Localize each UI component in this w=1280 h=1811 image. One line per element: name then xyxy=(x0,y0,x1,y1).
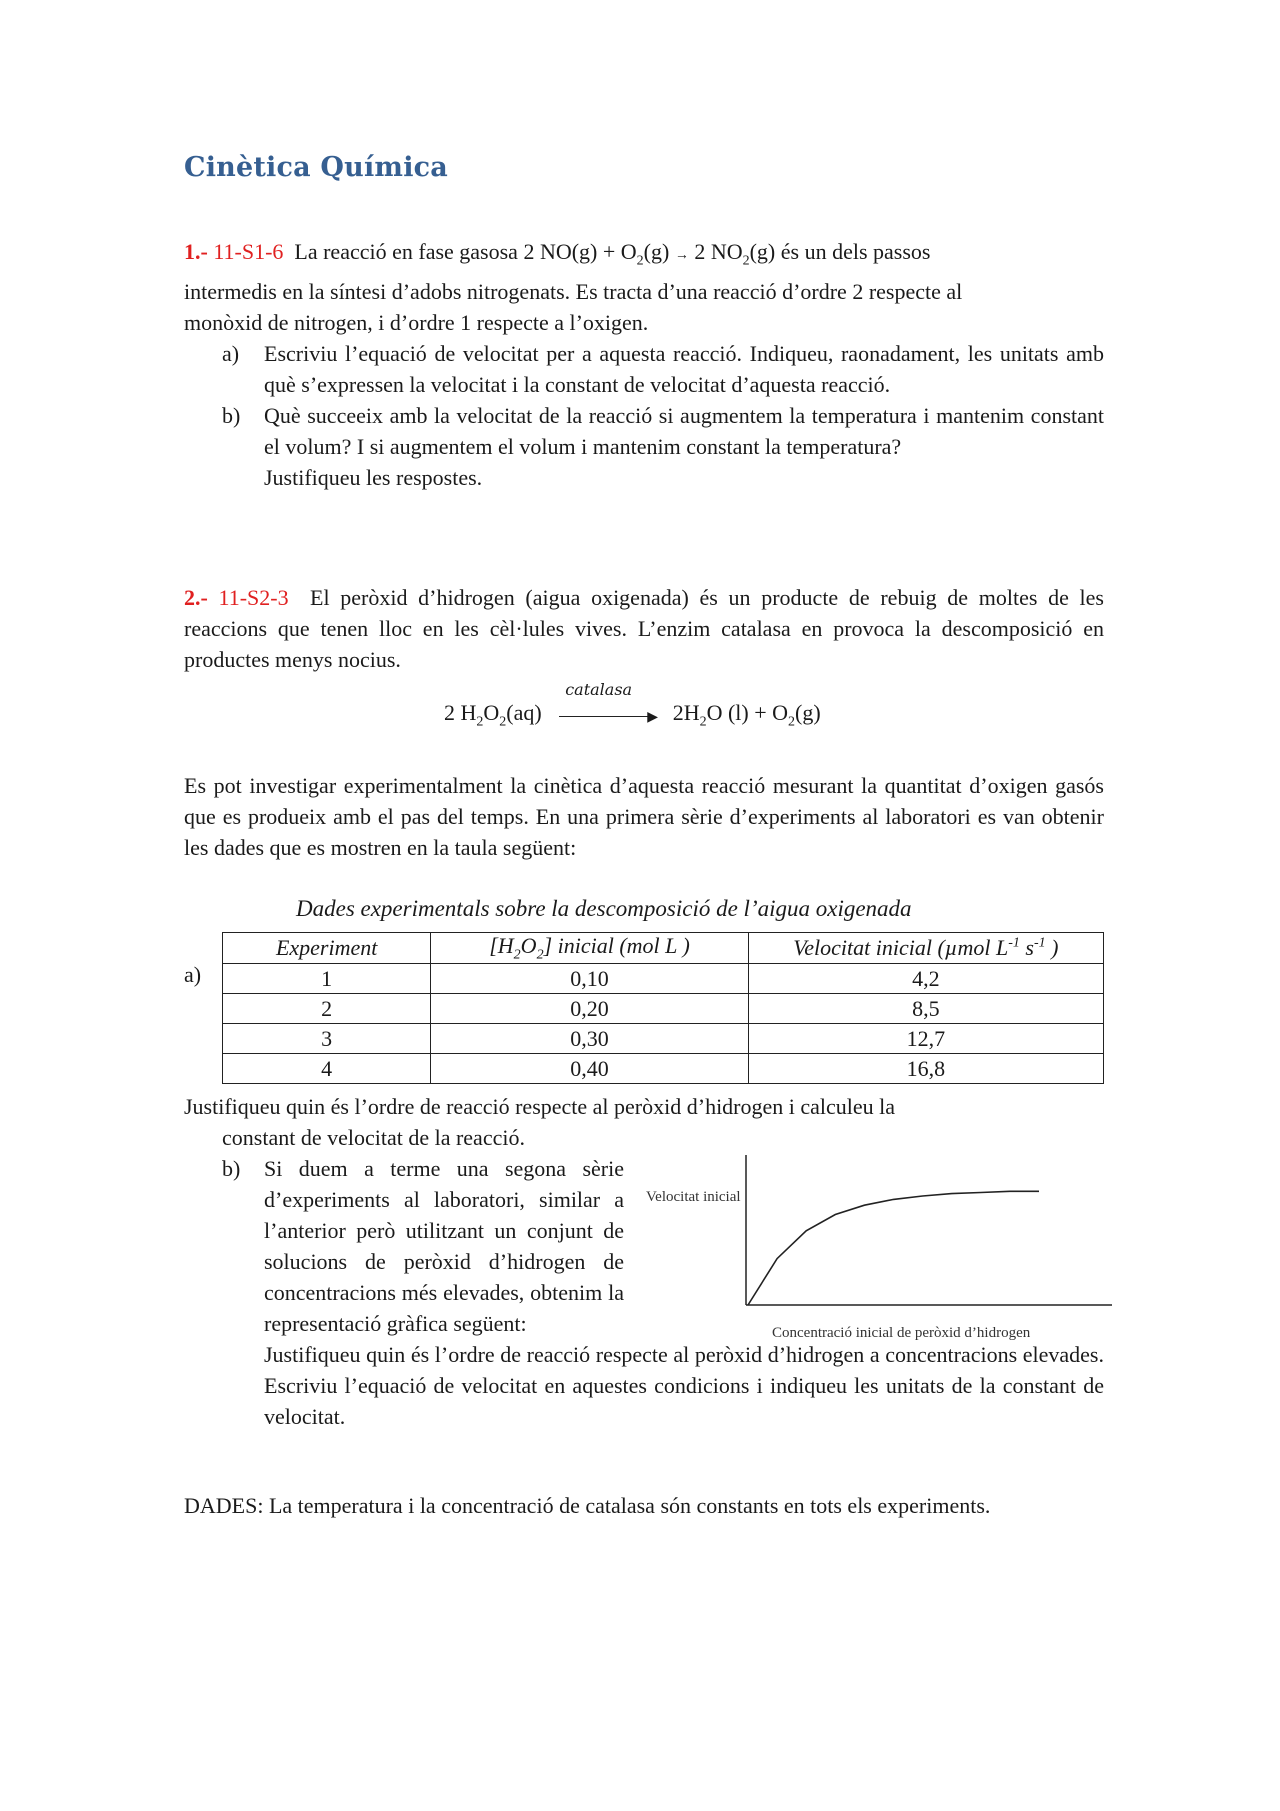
cell: 8,5 xyxy=(748,994,1103,1024)
item-label: b) xyxy=(222,1156,241,1181)
eq-text: 2 H xyxy=(444,700,477,726)
sub: 2 xyxy=(788,714,796,730)
q1-text-d: (g) és un dels passos xyxy=(749,239,931,264)
reaction-arrow-icon xyxy=(555,680,659,730)
series-line xyxy=(748,1191,1039,1305)
q2-number: 2.- xyxy=(184,585,208,610)
q2-a-line2: constant de velocitat de la reacció. xyxy=(222,1125,525,1150)
eq-text: O (l) + O xyxy=(706,700,789,726)
h: ] inicial (mol L ) xyxy=(543,933,690,958)
h: [H xyxy=(489,933,514,958)
cell: 0,30 xyxy=(431,1024,748,1054)
eq-text: 2H xyxy=(672,700,700,726)
q2-paragraph xyxy=(184,770,1104,863)
sub: 2 xyxy=(742,253,750,269)
sub: 2 xyxy=(699,714,707,730)
h: ) xyxy=(1045,935,1059,961)
q2-b-text: Si duem a terme una segona sèrie d’experiments al laboratori, similar a l’anterior però utilitzant un conjunt de solucions de peròxid d’hidrogen de concentracions més elevades, obtenim la representació gràfica següent: xyxy=(264,1156,624,1336)
sub: 2 xyxy=(476,714,484,730)
eq-text: (g) xyxy=(795,700,821,726)
sup: -1 xyxy=(1033,935,1046,951)
eq-text: O xyxy=(483,700,500,726)
col-header-experiment: Experiment xyxy=(223,933,431,964)
data-note xyxy=(184,1490,1104,1521)
q1-text-b: (g) xyxy=(643,239,670,264)
q1-line2: intermedis en la síntesi d’adobs nitrogenats. Es tracta d’una reacció d’ordre 2 respecte al xyxy=(184,279,963,305)
question-1 xyxy=(184,236,1104,493)
chart-ylabel: Velocitat inicial xyxy=(646,1189,741,1205)
sup: -1 xyxy=(1008,935,1020,951)
cell: 3 xyxy=(223,1024,431,1054)
table-row xyxy=(223,1024,1104,1054)
q1-line1 xyxy=(184,236,1104,276)
page-title: Cinètica Química xyxy=(184,152,448,183)
cell: 4 xyxy=(223,1054,431,1084)
dades-text: DADES: La temperatura i la concentració de catalasa són constants en tots els experiments. xyxy=(184,1493,991,1518)
arrow-icon: → xyxy=(674,248,689,263)
eq-text: (aq) xyxy=(506,700,542,726)
cell: 12,7 xyxy=(748,1024,1103,1054)
q1-b-text2: Justifiqueu les respostes. xyxy=(264,465,483,491)
cell: 2 xyxy=(223,994,431,1024)
chart-xlabel: Concentració inicial de peròxid d’hidrogen xyxy=(772,1325,1031,1341)
table-header-row xyxy=(223,933,1104,964)
sub: 2 xyxy=(636,253,644,269)
q2-para-text: Es pot investigar experimentalment la cinètica d’aquesta reacció mesurant la quantitat d’oxigen gasós que es produeix amb el pas del temps. En una primera sèrie d’experiments al laboratori es van obtenir les dades que es mostren en la taula següent: xyxy=(184,773,1104,860)
h: O xyxy=(520,933,537,958)
cell: 0,10 xyxy=(431,964,748,994)
question-2 xyxy=(184,582,1104,675)
q1-code: 11-S1-6 xyxy=(213,239,284,264)
q1-a-text: Escriviu l’equació de velocitat per a aquesta reacció. Indiqueu, raonadament, les unitats amb què s’expressen la velocitat i la constant de velocitat d’aquesta reacció. xyxy=(264,341,1104,398)
table-row xyxy=(223,964,1104,994)
cell: 1 xyxy=(223,964,431,994)
q1-item-a xyxy=(184,338,1104,400)
col-header-concentration xyxy=(431,933,748,964)
table-row xyxy=(223,994,1104,1024)
q2-intro-text: El peròxid d’hidrogen (aigua oxigenada) és un producte de rebuig de moltes de les reaccions que tenen lloc en les cèl·lules vives. L’enzim catalasa en provoca la descomposició en productes menys nocius. xyxy=(184,585,1104,672)
q1-b-text: Què succeeix amb la velocitat de la reacció si augmentem la temperatura i mantenim constant el volum? I si augmentem el volum i mantenim constant la temperatura? xyxy=(264,403,1104,460)
q1-item-b xyxy=(184,400,1104,493)
velocity-chart xyxy=(644,1145,1114,1345)
q2-b-text2: Justifiqueu quin és l’ordre de reacció respecte al peròxid d’hidrogen a concentracions elevades. Escriviu l’equació de velocitat en aquestes condicions i indiqueu les unitats de la constant de velocitat. xyxy=(264,1342,1104,1429)
cell: 0,20 xyxy=(431,994,748,1024)
q2-code: 11-S2-3 xyxy=(218,585,289,610)
h: Velocitat inicial (µmol L xyxy=(793,935,1009,961)
sub: 2 xyxy=(536,947,544,963)
sub: 2 xyxy=(513,947,521,963)
q1-line3: monòxid de nitrogen, i d’ordre 1 respecte a l’oxigen. xyxy=(184,310,649,336)
reaction-equation xyxy=(444,680,821,730)
q1-number: 1.- xyxy=(184,239,208,264)
col-header-velocity xyxy=(748,933,1103,964)
arrow-line xyxy=(559,716,651,717)
cell: 0,40 xyxy=(431,1054,748,1084)
experiment-table xyxy=(222,932,1104,1084)
catalyst-label: catalasa xyxy=(565,680,633,699)
q2-a-line1: Justifiqueu quin és l’ordre de reacció respecte al peròxid d’hidrogen i calculeu la xyxy=(184,1094,896,1119)
q2-a-label: a) xyxy=(184,962,202,987)
item-label: a) xyxy=(222,341,240,367)
cell: 16,8 xyxy=(748,1054,1103,1084)
q2-intro xyxy=(184,582,1104,675)
arrow-head-icon: ▶ xyxy=(647,710,658,725)
q1-text-a: La reacció en fase gasosa 2 NO(g) + O xyxy=(294,239,637,264)
sub: 2 xyxy=(499,714,507,730)
table-row xyxy=(223,1054,1104,1084)
table-caption: Dades experimentals sobre la descomposició de l’aigua oxigenada xyxy=(296,896,912,921)
q2-a-text xyxy=(184,1091,1104,1153)
item-label: b) xyxy=(222,403,241,429)
cell: 4,2 xyxy=(748,964,1103,994)
q1-text-c: 2 NO xyxy=(694,239,743,264)
h: s xyxy=(1019,935,1034,961)
